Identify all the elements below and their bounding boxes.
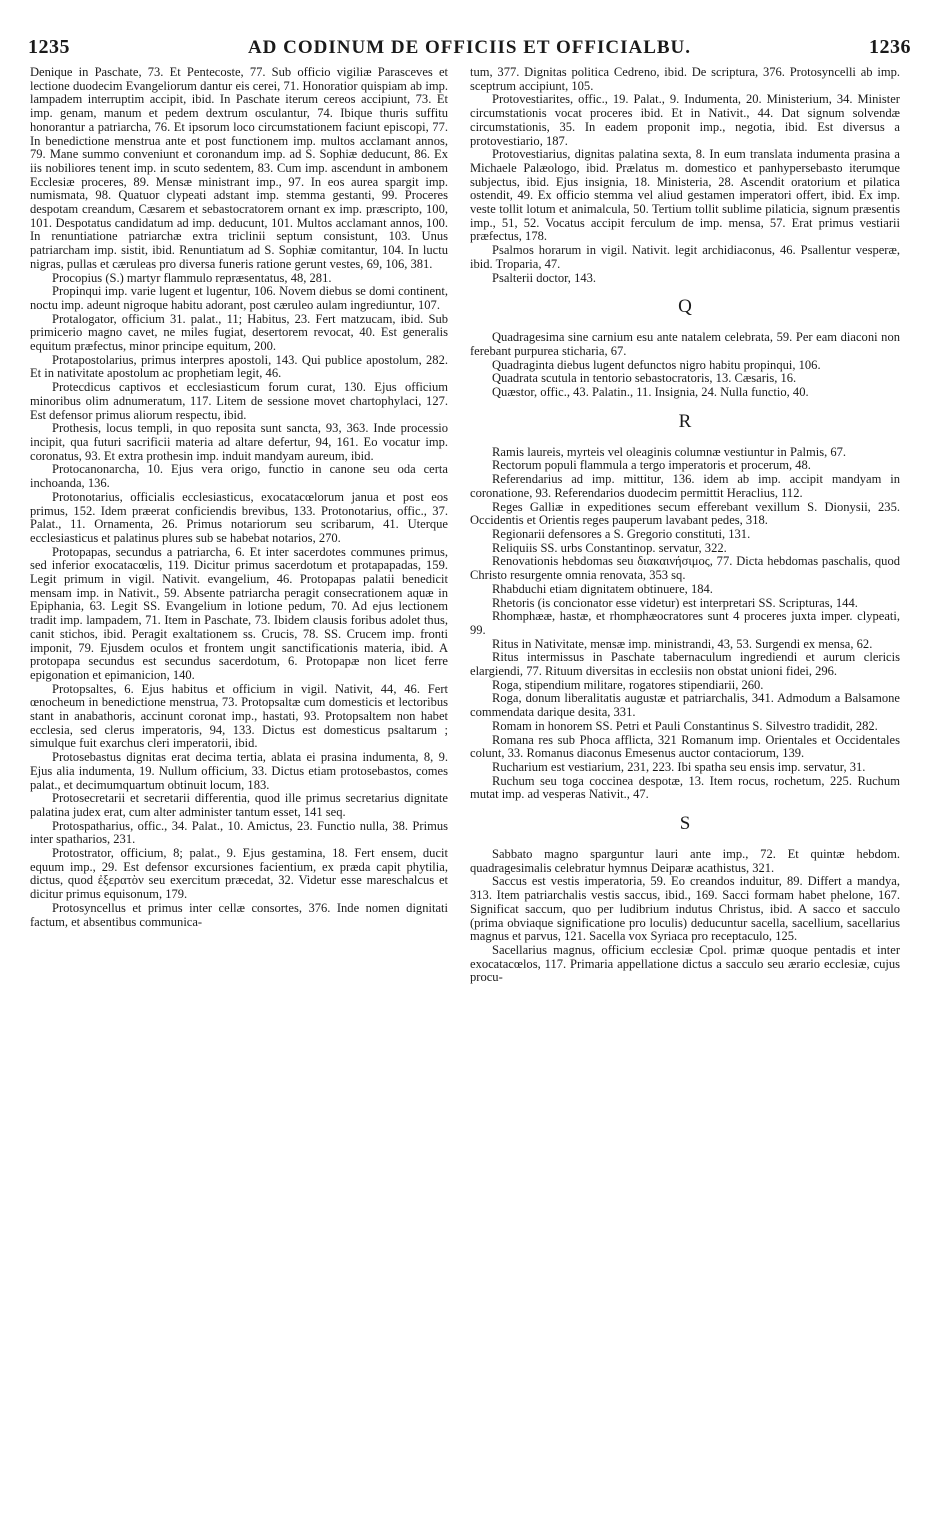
section-heading-r: R [678, 410, 692, 432]
index-entry: Ramis laureis, myrteis vel oleaginis columnæ vestiuntur in Palmis, 67. [492, 444, 847, 459]
index-entry: Sacellarius magnus, officium ecclesiæ Cpol. primæ quoque pentadis et inter exocatacœlos, 117. Primaria appellatione dictus a sacculo seu ærario ecclesiæ, cujus procu- [470, 942, 900, 985]
index-entry: Protosebastus dignitas erat decima tertia, ablata ei prasina indumenta, 8, 9. Ejus alia indumenta, 19. Nullum officium, 33. Dictus etiam protosebastos, comes palat., et decimumquartum obtinuit locum, 183. [30, 750, 448, 792]
index-entry: Roga, donum liberalitatis augustæ et patriarchalis, 341. Admodum a Balsamone commendata darique desita, 331. [470, 691, 900, 720]
index-entry: Roga, stipendium militare, rogatores stipendiarii, 260. [492, 677, 764, 692]
index-entry: Protecdicus captivos et ecclesiasticum forum curat, 130. Ejus officium minoribus olim adnumeratum, 117. Litem de sessione movet chartophylaci, 127. Est defensor primus aliorum respectu, ibid. [30, 380, 448, 422]
index-entry: Protosyncellus et primus inter cellæ consortes, 376. Inde nomen dignitati factum, et absentibus communica- [30, 900, 448, 929]
left-column [30, 66, 448, 1530]
index-entry: Sabbato magno sparguntur lauri ante imp., 72. Et quintæ hebdom. quadragesimalis celebratur hymnus Deiparæ acathistus, 321. [470, 847, 900, 875]
running-title: AD CODINUM DE OFFICIIS ET OFFICIALBU. [247, 37, 692, 58]
index-entry: Rucharium est vestiarium, 231, 223. Ibi spatha seu ensis imp. servatur, 31. [492, 759, 866, 774]
index-entry: Protocanonarcha, 10. Ejus vera origo, functio in canone seu oda certa inchoanda, 136. [30, 462, 448, 491]
index-entry: Protovestiarites, offic., 19. Palat., 9. Indumenta, 20. Ministerium, 34. Minister circumstationis vocat proceres ibid. Et in Nativit., 44. Dat signum solvendæ circumstationis, 35. In eadem proponit imp., negotia, ibid. Est diversus a protovestiario, 187. [470, 92, 900, 148]
section-heading-q: Q [678, 296, 692, 318]
index-entry: Psalterii doctor, 143. [492, 270, 597, 285]
index-entry: Prothesis, locus templi, in quo reposita sunt sancta, 93, 363. Inde processio incipit, qua futuri sacrificii materia ad altare defertur, 94, 161. Eo vocatur imp. coronatus, 93. Et extra prothesin imp. induit mandyam aureum, ibid. [30, 421, 448, 463]
index-entry: Protosecretarii et secretarii differentia, quod ille primus secretarius dignitate palatina judex erat, cum alter administer tantum esset, 141 seq. [30, 791, 448, 819]
index-entry: Quæstor, offic., 43. Palatin., 11. Insignia, 24. Nulla functio, 40. [492, 385, 809, 400]
index-entry: Regionarii defensores a S. Gregorio constituti, 131. [492, 526, 751, 541]
index-entry: Protovestiarius, dignitas palatina sexta, 8. In eum translata indumenta prasina a Michaele Palæologo, ibid. Prælatus m. domestico et panhypersebasto iterumque subjectus, ibid. Ejus insignia, 18. Ministeria, 28. Ascendit oratorium et pilatica ostendit, 49. Ex officio stemma vel aliud gestamen imperatori offert, ibid. Ex imp. veste tollit lotum et animalcula, 50. Tertium tollit sublime pilaticia, signum præsentis imp., 51, 52. Vocatus accipit ferculum de imp. mensa, 57. Erat primus vestiarii præfectus, 178. [470, 147, 900, 244]
index-entry: Reges Galliæ in expeditiones secum efferebant vexillum S. Dionysii, 235. Occidentis et Orientis reges pauperum lavabant pedes, 318. [470, 499, 900, 528]
section-heading-s: S [679, 813, 691, 835]
index-entry: Ritus intermissus in Paschate tabernaculum ingrediendi et aurum clericis elargiendi, 77. Rituum diversitas in ecclesiis non obstat unioni fidei, 296. [470, 650, 900, 679]
index-entry: Reliquiis SS. urbs Constantinop. servatur, 322. [492, 540, 727, 555]
index-entry: Ruchum seu toga coccinea despotæ, 13. Item rocus, rochetum, 225. Ruchum mutat imp. ad vesperas Nativit., 47. [470, 773, 900, 802]
page-number-left: 1235 [28, 36, 70, 58]
index-entry: Renovationis hebdomas seu διακαινήσιμος, 77. Dicta hebdomas paschalis, quod Christo resurgente omnia renovata, 353 sq. [470, 554, 900, 583]
index-entry: Rhomphææ, hastæ, et rhomphæocratores sunt 4 proceres juxta imper. clypeati, 99. [470, 609, 900, 637]
index-entry: Quadragesima sine carnium esu ante natalem celebrata, 59. Per eam diaconi non ferebant purpurea sticharia, 67. [470, 330, 900, 358]
index-entry: Protapostolarius, primus interpres apostoli, 143. Qui publice apostolum, 282. Et in nativitate apostolum ac prophetiam legit, 46. [30, 352, 448, 381]
index-entry: Rhabduchi etiam dignitatem obtinuere, 184. [492, 581, 713, 596]
index-entry: Protonotarius, officialis ecclesiasticus, exocatacœlorum janua et post eos primus, 152. Idem præerat conficiendis brevibus, 133. Protonotarius, offic., 37. Palat., 11. Ornamenta, 26. Primus notariorum seu scribarum, 41. Uterque ecclesiasticus et palatinus plures sub se habebat notarios, 270. [30, 489, 448, 545]
index-entry: Ritus in Nativitate, mensæ imp. ministrandi, 43, 53. Surgendi ex mensa, 62. [492, 636, 873, 651]
index-entry: Saccus est vestis imperatoria, 59. Eo creandos induitur, 89. Differt a mandya, 313. Item patriarchalis vestis saccus, ibid., 169. Sacci formam habet phelone, 167. Significat saccum, quo per ludibrium indutus Christus, ibid. A sacco et sacculo (prima obviaque significatione pro loculis) deducuntur sacella, sacellium, sacellarius magnus et parvus, 121. Sacella vox Syriaca pro receptaculo, 125. [470, 874, 900, 944]
index-entry: Protalogator, officium 31. palat., 11; Habitus, 23. Fert matzucam, ibid. Sub primicerio magno cavet, ne miles fugiat, desertorem revocat, 40. Est generalis equitum præfectus, minor principe equitum, 200. [30, 311, 448, 354]
index-entry: Protostrator, officium, 8; palat., 9. Ejus gestamina, 18. Fert ensem, ducit equum imp., 29. Est defensor excursiones facientium, ex præda capit phytilia, dictus, quod ἐξερατὸν seu exercitum præcedat, 32. Videtur esse mareschalcus et dicitur primus equisonum, 179. [30, 846, 448, 902]
index-entry: Quadraginta diebus lugent defunctos nigro habitu propinqui, 106. [492, 357, 821, 372]
index-entry: Psalmos horarum in vigil. Nativit. legit archidiaconus, 46. Psallentur vesperæ, ibid. Troparia, 47. [470, 243, 900, 271]
page-header [28, 36, 911, 64]
index-entry: Protospatharius, offic., 34. Palat., 10. Amictus, 23. Functio nulla, 38. Primus inter spatharios, 231. [30, 818, 448, 847]
index-entry: Protopsaltes, 6. Ejus habitus et officium in vigil. Nativit, 44, 46. Fert œnocheum in benedictione menstrua, 73. Protopsaltæ cum domesticis et lectoribus stant in anabathoris, accinunt coronat imp., hastati, 93. Protopsaltem non habet ecclesia, sed clerus imperatoris, 94, 133. Dictus est domesticus psaltarum ; simulque fuit exarchus cleri imperatorii, ibid. [30, 681, 448, 751]
index-entry: Rhetoris (is concionator esse videtur) est interpretari SS. Scripturas, 144. [492, 595, 858, 610]
index-entry: Referendarius ad imp. mittitur, 136. idem ab imp. accipit mandyam in coronatione, 93. Referendarios duodecim permittit Heraclius, 112. [470, 472, 900, 500]
right-column [470, 66, 900, 1530]
index-entry: Quadrata scutula in tentorio sebastocratoris, 13. Cæsaris, 16. [492, 371, 797, 386]
index-entry: tum, 377. Dignitas politica Cedreno, ibid. De scriptura, 376. Protosyncelli ab imp. sceptrum accipiunt, 105. [470, 66, 900, 93]
index-entry: Propinqui imp. varie lugent et lugentur, 106. Novem diebus se domi continent, noctu imp. adeunt nigroque habitu adorant, post cæruleo aulam ingrediuntur, 107. [30, 284, 448, 312]
index-entry: Protopapas, secundus a patriarcha, 6. Et inter sacerdotes communes primus, sed inferior exocatacœlis, 119. Dicitur primus sacerdotum et protapapadas, 159. Legit primum in vigil. Nativit. evangelium, 46. Protopapas palatii benedicit mensam imp. in Nativit., 59. Absente patriarcha peragit consecrationem aquæ in Epiphania, 63. Legit SS. Evangelium in lotione pedum, 70. Ad ejus lectionem tradit imp. lampadem, 71. Item in Paschate, 73. Ibidem clausis foribus adolet thus, canit stichos, ibid. Peragit exaltationem ss. Crucis, 78. SS. Crucem imp. fronti imponit, 79. Ejusdem oculos et frontem ungit sanctificationis materia, ibid. A protopapa secundus est secundus sacerdotum, 6. Protopapæ non licet ferre epigonation et epimanicion, 140. [30, 544, 448, 682]
index-entry: Romam in honorem SS. Petri et Pauli Constantinus S. Silvestro tradidit, 282. [492, 718, 878, 733]
index-entry: Rectorum populi flammula a tergo imperatoris et procerum, 48. [492, 458, 811, 473]
index-entry: Denique in Paschate, 73. Et Pentecoste, 77. Sub officio vigiliæ Parasceves et lectione duodecim Evangeliorum dantur eis cerei, 71. Honoratior quispiam ab imp. lampadem interruptim accipit, ibid. In Paschate iterum cereos accipiunt, 73. Et imp. genam, manum et pedem dextrum osculantur, 74. Ibique thuris suffitu honorantur a patriarcha, 76. Et ipsorum loco circumstationem faciunt episcopi, 77. In benedictione menstrua ante et post functionem imp. multos acclamant annos, 79. Mane summo conveniunt et coronandum imp. ad S. Sophiæ deducunt, 86. Ex iis nobiliores tenent imp. in scuto sedentem, 83. Cum imp. ascendunt in ambonem Ecclesiæ proceres, 89. Mensæ ministrant imp., 97. In eos aurea spargit imp. numismata, 98. Quatuor clypeati adstant imp. stemma gestanti, 99. Proceres despotam creandum, Cæsarem et sebastocratorem ornant ex imp. præscripto, 100, 101. Despotatus candidatum ad imp. deducunt, 101. Multos acclamant annos, 100. In renuntiatione patriarchæ extra triclinii septum consistunt, 103. Unus patriarcham imp. sistit, ibid. Renuntiatum ad S. Sophiæ comitantur, 104. In luctu nigras, pullas et cæruleas pro diversa funeris ratione gerunt vestes, 69, 106, 381. [30, 66, 448, 271]
index-entry: Procopius (S.) martyr flammulo repræsentatus, 48, 281. [52, 270, 332, 285]
page-number-right: 1236 [869, 36, 911, 58]
index-entry: Romana res sub Phoca afflicta, 321 Romanum imp. Orientales et Occidentales colunt, 33. Romanus diaconus Emesenus auctor contaciorum, 139. [470, 732, 900, 761]
